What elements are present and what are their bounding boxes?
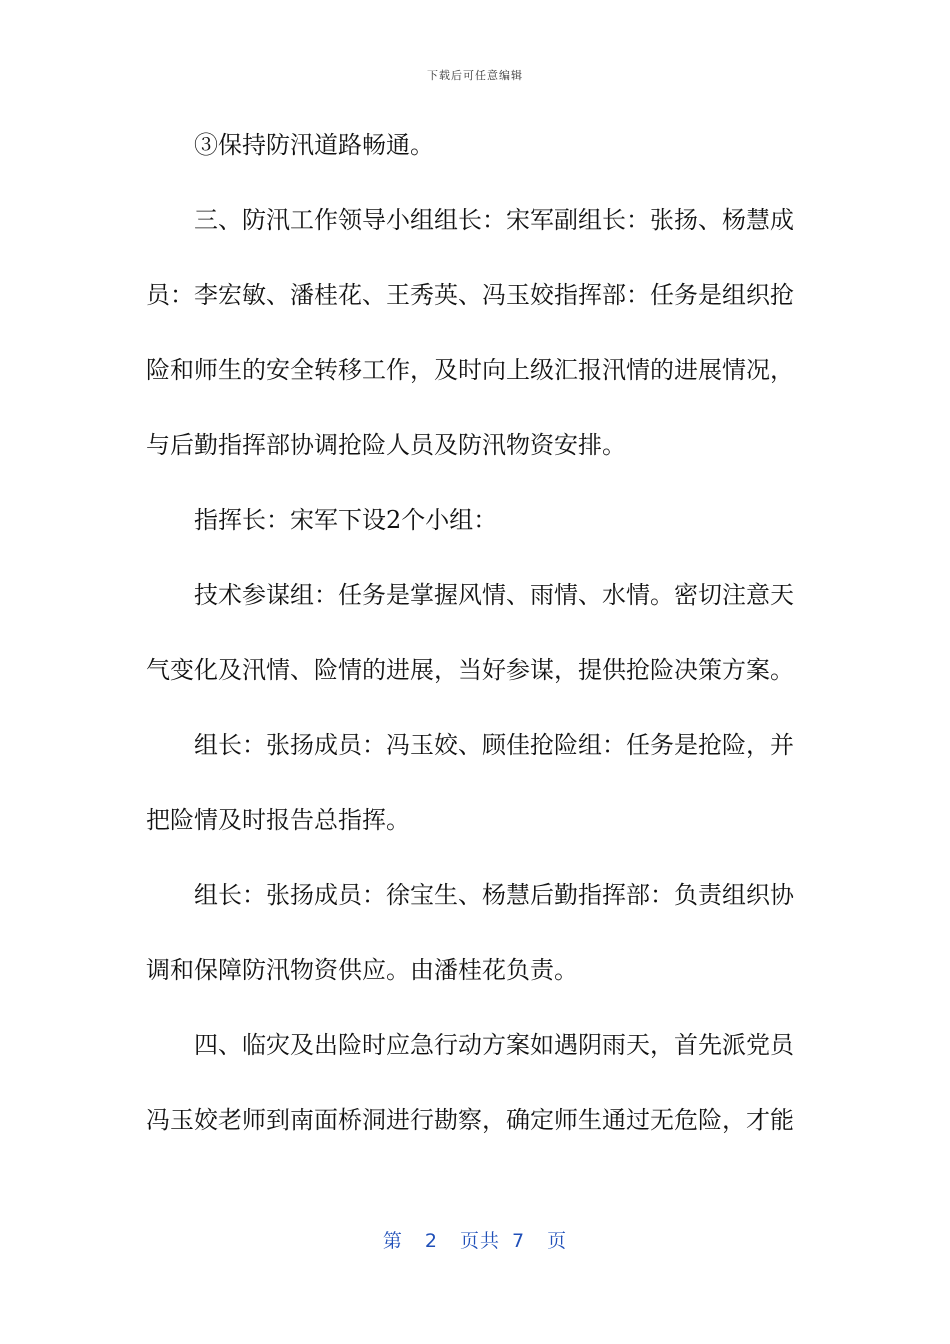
page-total: 7 xyxy=(512,1230,526,1252)
text-line: 冯玉姣老师到南面桥洞进行勘察，确定师生通过无危险，才能 xyxy=(146,1106,794,1134)
text-line: 技术参谋组：任务是掌握风情、雨情、水情。密切注意天 xyxy=(194,581,794,609)
text-line: 组长：张扬成员：徐宝生、杨慧后勤指挥部：负责组织协 xyxy=(194,881,794,909)
text-line: 把险情及时报告总指挥。 xyxy=(146,806,410,834)
page-middle: 页共 xyxy=(459,1230,500,1252)
text-line: 险和师生的安全转移工作，及时向上级汇报汛情的进展情况， xyxy=(146,356,794,384)
text-line: 调和保障防汛物资供应。由潘桂花负责。 xyxy=(146,956,578,984)
text-line: 与后勤指挥部协调抢险人员及防汛物资安排。 xyxy=(146,431,626,459)
text-line: 四、临灾及出险时应急行动方案如遇阴雨天，首先派党员 xyxy=(194,1031,794,1059)
text-line: 指挥长：宋军下设2个小组： xyxy=(194,506,498,534)
text-line: 三、防汛工作领导小组组长：宋军副组长：张扬、杨慧成 xyxy=(194,206,794,234)
page-number xyxy=(0,1226,950,1253)
text-line: ③保持防汛道路畅通。 xyxy=(194,131,434,159)
page-suffix: 页 xyxy=(547,1230,568,1252)
text-line: 组长：张扬成员：冯玉姣、顾佳抢险组：任务是抢险，并 xyxy=(194,731,794,759)
text-line: 气变化及汛情、险情的进展，当好参谋，提供抢险决策方案。 xyxy=(146,656,794,684)
page-prefix: 第 xyxy=(382,1230,403,1252)
header-note: 下载后可任意编辑 xyxy=(427,69,523,82)
text-line: 员：李宏敏、潘桂花、王秀英、冯玉姣指挥部：任务是组织抢 xyxy=(146,281,794,309)
page-current: 2 xyxy=(424,1230,438,1252)
